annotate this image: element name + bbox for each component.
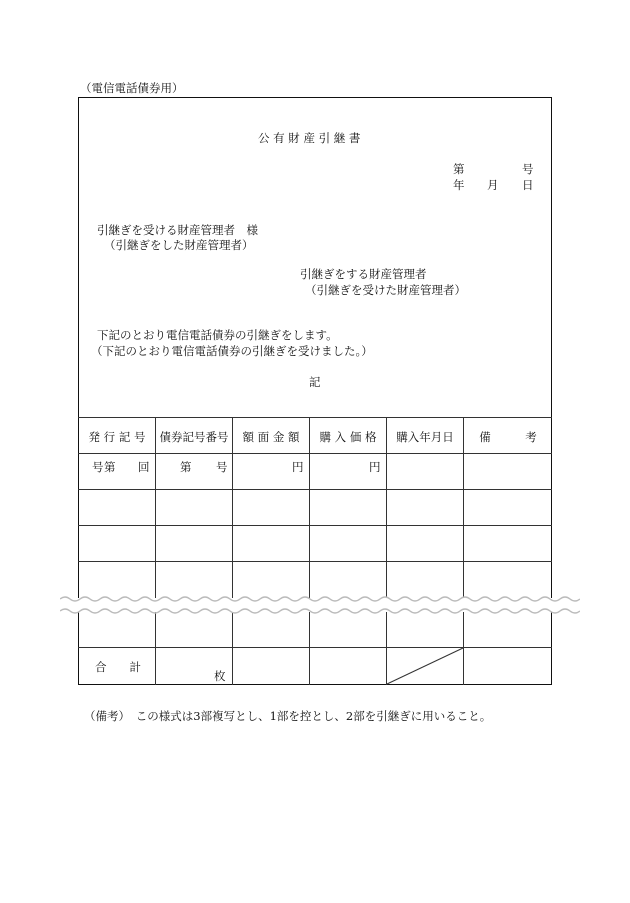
table-row-line xyxy=(78,525,552,526)
table-header-line xyxy=(78,453,552,454)
ki-mark: 記 xyxy=(309,375,321,389)
table-row-line xyxy=(78,647,552,648)
recipient-line2: （引継ぎをした財産管理者） xyxy=(104,238,254,252)
total-unit: 枚 xyxy=(214,669,226,683)
table-col-line xyxy=(463,417,464,685)
footnote: （備考） この様式は3部複写とし、1部を控とし、2部を引継ぎに用いること。 xyxy=(84,709,492,723)
table-col-line xyxy=(155,417,156,685)
sender-line2: （引継ぎを受けた財産管理者） xyxy=(305,283,466,297)
row1-yen-price: 円 xyxy=(369,460,381,474)
diagonal-slash xyxy=(386,647,464,685)
form-note: （電信電話債券用） xyxy=(80,81,184,95)
header-issue-code: 発 行 記 号 xyxy=(88,430,146,444)
table-top-line xyxy=(78,417,552,418)
page-break-tear xyxy=(60,593,580,617)
sender-line1: 引継ぎをする財産管理者 xyxy=(300,267,427,281)
number-go: 号 xyxy=(522,162,534,176)
header-remarks: 備 考 xyxy=(479,430,537,444)
table-col-line xyxy=(232,417,233,685)
body-line2: （下記のとおり電信電話債券の引継ぎを受けました。） xyxy=(91,344,373,358)
table-col-line xyxy=(386,417,387,685)
table-col-line xyxy=(309,417,310,685)
date-month: 月 xyxy=(487,178,499,192)
form-title: 公 有 財 産 引 継 書 xyxy=(258,131,361,145)
header-bond-number: 債券記号番号 xyxy=(159,430,229,444)
date-year: 年 xyxy=(453,178,465,192)
body-line1: 下記のとおり電信電話債券の引継ぎをします。 xyxy=(97,328,338,342)
row1-yen-face: 円 xyxy=(292,460,304,474)
row1-dai2: 第 xyxy=(180,460,192,474)
row1-go: 号 xyxy=(92,460,104,474)
row1-go2: 号 xyxy=(216,460,228,474)
header-purchase-price: 購 入 価 格 xyxy=(319,430,377,444)
table-row-line xyxy=(78,489,552,490)
row1-dai: 第 xyxy=(104,460,116,474)
recipient-line1: 引継ぎを受ける財産管理者 様 xyxy=(97,223,258,237)
date-day: 日 xyxy=(522,178,534,192)
header-face-value: 額 面 金 額 xyxy=(242,430,300,444)
total-label: 合 計 xyxy=(95,660,141,674)
header-purchase-date: 購入年月日 xyxy=(396,430,454,444)
table-row-line xyxy=(78,561,552,562)
row1-kai: 回 xyxy=(138,460,150,474)
number-dai: 第 xyxy=(453,162,465,176)
